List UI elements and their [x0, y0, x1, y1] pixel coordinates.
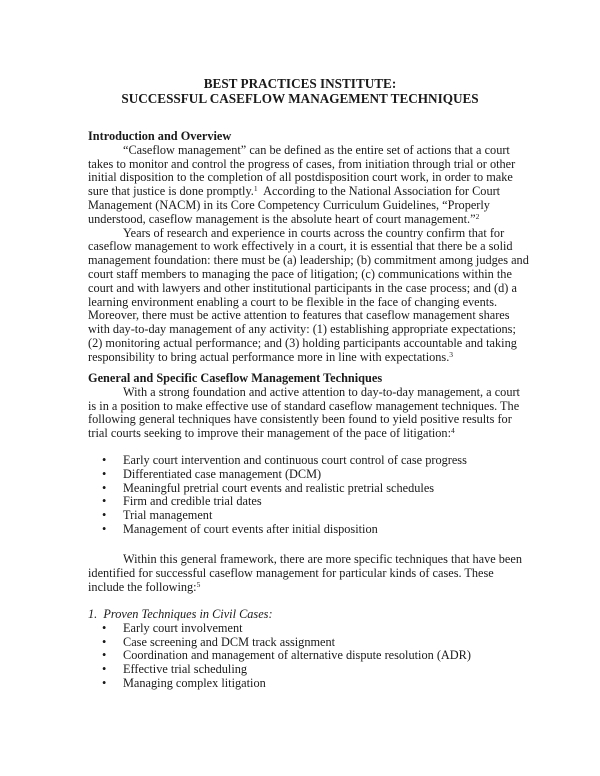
- section-heading-introduction: Introduction and Overview: [88, 129, 232, 143]
- paragraph-line: following general techniques have consistently been found to yield positive results for: [88, 412, 512, 427]
- section-techniques: [88, 372, 528, 441]
- list-item-text: Early court involvement: [123, 620, 243, 635]
- paragraph-line: [88, 427, 528, 441]
- paragraph-caseflow-definition: [88, 144, 528, 227]
- text-run: According to the National Association for Court: [257, 184, 501, 199]
- list-item: [88, 523, 528, 537]
- text-run: trial courts seeking to improve their management of the pace of litigation:: [88, 426, 451, 441]
- list-item-text: Effective trial scheduling: [123, 662, 248, 677]
- paragraph-line: is in a position to make effective use of standard caseflow management techniques. The: [88, 398, 520, 413]
- text-run: sure that justice is done promptly.: [88, 184, 254, 199]
- text-run: understood, caseflow management is the absolute heart of court management.”: [88, 211, 476, 226]
- text-run: responsibility to bring actual performance more in line with expectations.: [88, 349, 450, 364]
- paragraph-line: Years of research and experience in courts across the country confirm that for: [123, 225, 505, 240]
- paragraph-line: initial disposition to the completion of all postdisposition court work, in order to make: [88, 170, 513, 185]
- document-title-line1: BEST PRACTICES INSTITUTE:: [203, 76, 397, 91]
- paragraph-general-techniques-intro: [88, 386, 528, 441]
- paragraph-line: [88, 351, 528, 365]
- bullet-icon: •: [102, 508, 107, 523]
- list-item-text: Meaningful pretrial court events and realistic pretrial schedules: [123, 480, 435, 495]
- list-item-text: Management of court events after initial disposition: [123, 521, 378, 536]
- footnote-ref-2: 2: [475, 211, 480, 221]
- list-item: [88, 468, 528, 482]
- list-item: [88, 509, 528, 523]
- paragraph-line: management foundation: there must be (a) leadership; (b) commitment among judges and: [88, 253, 529, 268]
- footnote-ref-3: 3: [449, 349, 454, 359]
- list-item: [88, 495, 528, 509]
- list-item-text: Trial management: [123, 508, 213, 523]
- bullet-icon: •: [102, 453, 107, 467]
- list-item: [88, 482, 528, 496]
- section-heading-techniques: General and Specific Caseflow Management Techniques: [88, 371, 383, 385]
- bullet-icon: •: [102, 494, 107, 509]
- paragraph-line: takes to monitor and control the progress of cases, from initiation through trial or other: [88, 156, 516, 171]
- paragraph-line: learning environment enabling a court to be flexible in the face of changing events.: [88, 294, 498, 309]
- list-item-text: Case screening and DCM track assignment: [123, 634, 336, 649]
- bullet-icon: •: [102, 466, 107, 481]
- paragraph-line: Within this general framework, there are more specific techniques that have been: [123, 552, 522, 566]
- list-item: [88, 454, 528, 468]
- subsection-civil-cases: [88, 608, 528, 691]
- list-item-text: Differentiated case management (DCM): [123, 466, 322, 481]
- bullet-icon: •: [102, 634, 107, 649]
- list-item: [88, 622, 528, 636]
- bullet-icon: •: [102, 620, 107, 635]
- footnote-ref-1: 1: [253, 184, 258, 194]
- subsection-heading-civil: 1. Proven Techniques in Civil Cases:: [88, 607, 273, 621]
- paragraph-line: court and with lawyers and other institutional participants in the case process; and (d) a: [88, 280, 517, 295]
- paragraph-line: caseflow management to work effectively in a court, it is essential that there be a solid: [88, 239, 513, 254]
- list-item: [88, 677, 528, 691]
- paragraph-line: Moreover, there must be active attention to features that caseflow management shares: [88, 308, 510, 323]
- list-item-text: Managing complex litigation: [123, 675, 266, 690]
- paragraph-line: “Caseflow management” can be defined as the entire set of actions that a court: [123, 142, 510, 157]
- paragraph-line: (2) monitoring actual performance; and (3) holding participants accountable and taking: [88, 335, 517, 350]
- paragraph-foundation: [88, 227, 528, 365]
- document-title-line2: SUCCESSFUL CASEFLOW MANAGEMENT TECHNIQUES: [121, 91, 479, 106]
- text-run: include the following:: [88, 579, 197, 594]
- paragraph-line: identified for successful caseflow management for particular kinds of cases. These: [88, 565, 494, 580]
- paragraph-line: With a strong foundation and active attention to day-to-day management, a court: [123, 384, 520, 399]
- bullet-icon: •: [102, 521, 107, 536]
- paragraph-line: Management (NACM) in its Core Competency Curriculum Guidelines, “Properly: [88, 197, 490, 212]
- list-item-text: Coordination and management of alternative dispute resolution (ADR): [123, 648, 471, 663]
- list-item-text: Firm and credible trial dates: [123, 494, 262, 509]
- paragraph-line: court staff members to managing the pace of litigation; (c) communications within the: [88, 266, 512, 281]
- bullet-icon: •: [102, 675, 107, 690]
- bullet-icon: •: [102, 648, 107, 663]
- list-item: [88, 649, 528, 663]
- list-item: [88, 663, 528, 677]
- list-item-text: Early court intervention and continuous court control of case progress: [123, 453, 467, 467]
- bullet-icon: •: [102, 480, 107, 495]
- section-introduction: [88, 130, 528, 365]
- list-item: [88, 636, 528, 650]
- paragraph-line: [88, 581, 528, 595]
- bullet-icon: •: [102, 662, 107, 677]
- paragraph-line: [88, 213, 528, 227]
- footnote-ref-5: 5: [196, 579, 201, 589]
- paragraph-specific-techniques-intro: [88, 553, 528, 594]
- general-techniques-list: [88, 454, 528, 537]
- paragraph-line: with day-to-day management of any activity: (1) establishing appropriate expectations;: [88, 322, 516, 337]
- paragraph-line: [88, 185, 528, 199]
- footnote-ref-4: 4: [451, 426, 455, 436]
